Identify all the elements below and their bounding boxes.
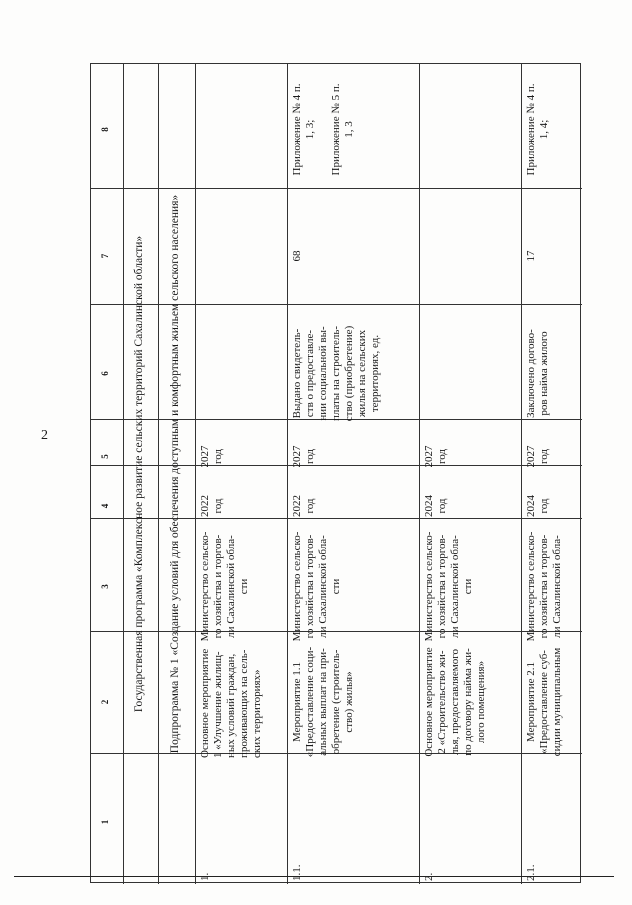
end-year: 2027 год — [291, 445, 316, 468]
indicator: Выдано свидетель- ств о предоставле- нии социальной вы- платы на строитель- ство (приобретение) жилья на сельских территориях, ед. — [291, 325, 381, 422]
row-divider — [123, 64, 124, 884]
end-year: 2027 год — [199, 445, 224, 468]
row-divider — [521, 64, 522, 884]
column-header: 8 — [100, 127, 110, 132]
indicator-value: 68 — [291, 250, 303, 262]
column-header: 2 — [100, 699, 110, 705]
start-year: 2022 год — [291, 495, 316, 517]
row-divider — [419, 64, 420, 884]
measures-table — [90, 63, 581, 883]
subprogram-title: Подпрограмма № 1 «Создание условий для обеспечения доступным и комфортным жильем сельского населения» — [169, 194, 181, 754]
appendix-link: Приложение № 4 п. 1, 4; — [525, 83, 550, 176]
end-year: 2027 год — [423, 445, 448, 468]
column-header: 7 — [100, 253, 110, 259]
column-header: 4 — [100, 503, 110, 509]
column-header: 1 — [100, 819, 110, 825]
measure-name: Основное мероприятие 2 «Строительство жи- лья, предоставляемого по договору найма жи- лого помещения» — [423, 647, 487, 757]
column-header: 3 — [100, 584, 110, 589]
row-number: 2. — [423, 872, 435, 881]
measure-name: Мероприятие 2.1 «Предоставление суб- сидии муниципальным — [525, 647, 563, 757]
column-divider — [91, 465, 582, 466]
executor: Министерство сельско- го хозяйства и торгов- ли Сахалинской обла- сти — [291, 531, 342, 642]
program-title: Государственная программа «Комплексное развитие сельских территорий Сахалинской области» — [133, 235, 145, 713]
indicator: Заключено догово- ров найма жилого — [525, 329, 550, 418]
executor: Министерство сельско- го хозяйства и торгов- ли Сахалинской обла- сти — [199, 531, 250, 642]
row-divider — [287, 64, 288, 884]
column-header: 5 — [100, 454, 110, 459]
executor: Министерство сельско- го хозяйства и торгов- ли Сахалинской обла- сти — [423, 531, 474, 642]
end-year: 2027 год — [525, 445, 550, 468]
indicator-value: 17 — [525, 250, 537, 262]
start-year: 2022 год — [199, 495, 224, 517]
row-number: 1. — [199, 872, 211, 881]
appendix-link: Приложение № 4 п. 1, 3; Приложение № 5 п. 1, 3 — [291, 83, 355, 176]
measure-name: Основное мероприятие 1 «Улучшение жилищ- ных условий граждан, проживающих на сель- ских территориях» — [199, 648, 263, 758]
row-divider — [195, 64, 196, 884]
column-header: 6 — [100, 371, 110, 376]
row-divider — [158, 64, 159, 884]
column-divider — [91, 304, 582, 305]
measure-name: Мероприятие 1.1 «Предоставление соци- альных выплат на при- обретение (строитель- ство) жилья» — [291, 646, 355, 758]
executor: Министерство сельско- го хозяйства и торгов- ли Сахалинской обла- — [525, 531, 563, 642]
column-divider — [91, 518, 582, 519]
row-number: 2.1. — [525, 864, 537, 881]
start-year: 2024 год — [423, 495, 448, 517]
row-number: 1.1. — [291, 864, 303, 881]
page-bottom-rule — [14, 876, 614, 877]
start-year: 2024 год — [525, 495, 550, 517]
page-number: 2 — [41, 428, 48, 443]
